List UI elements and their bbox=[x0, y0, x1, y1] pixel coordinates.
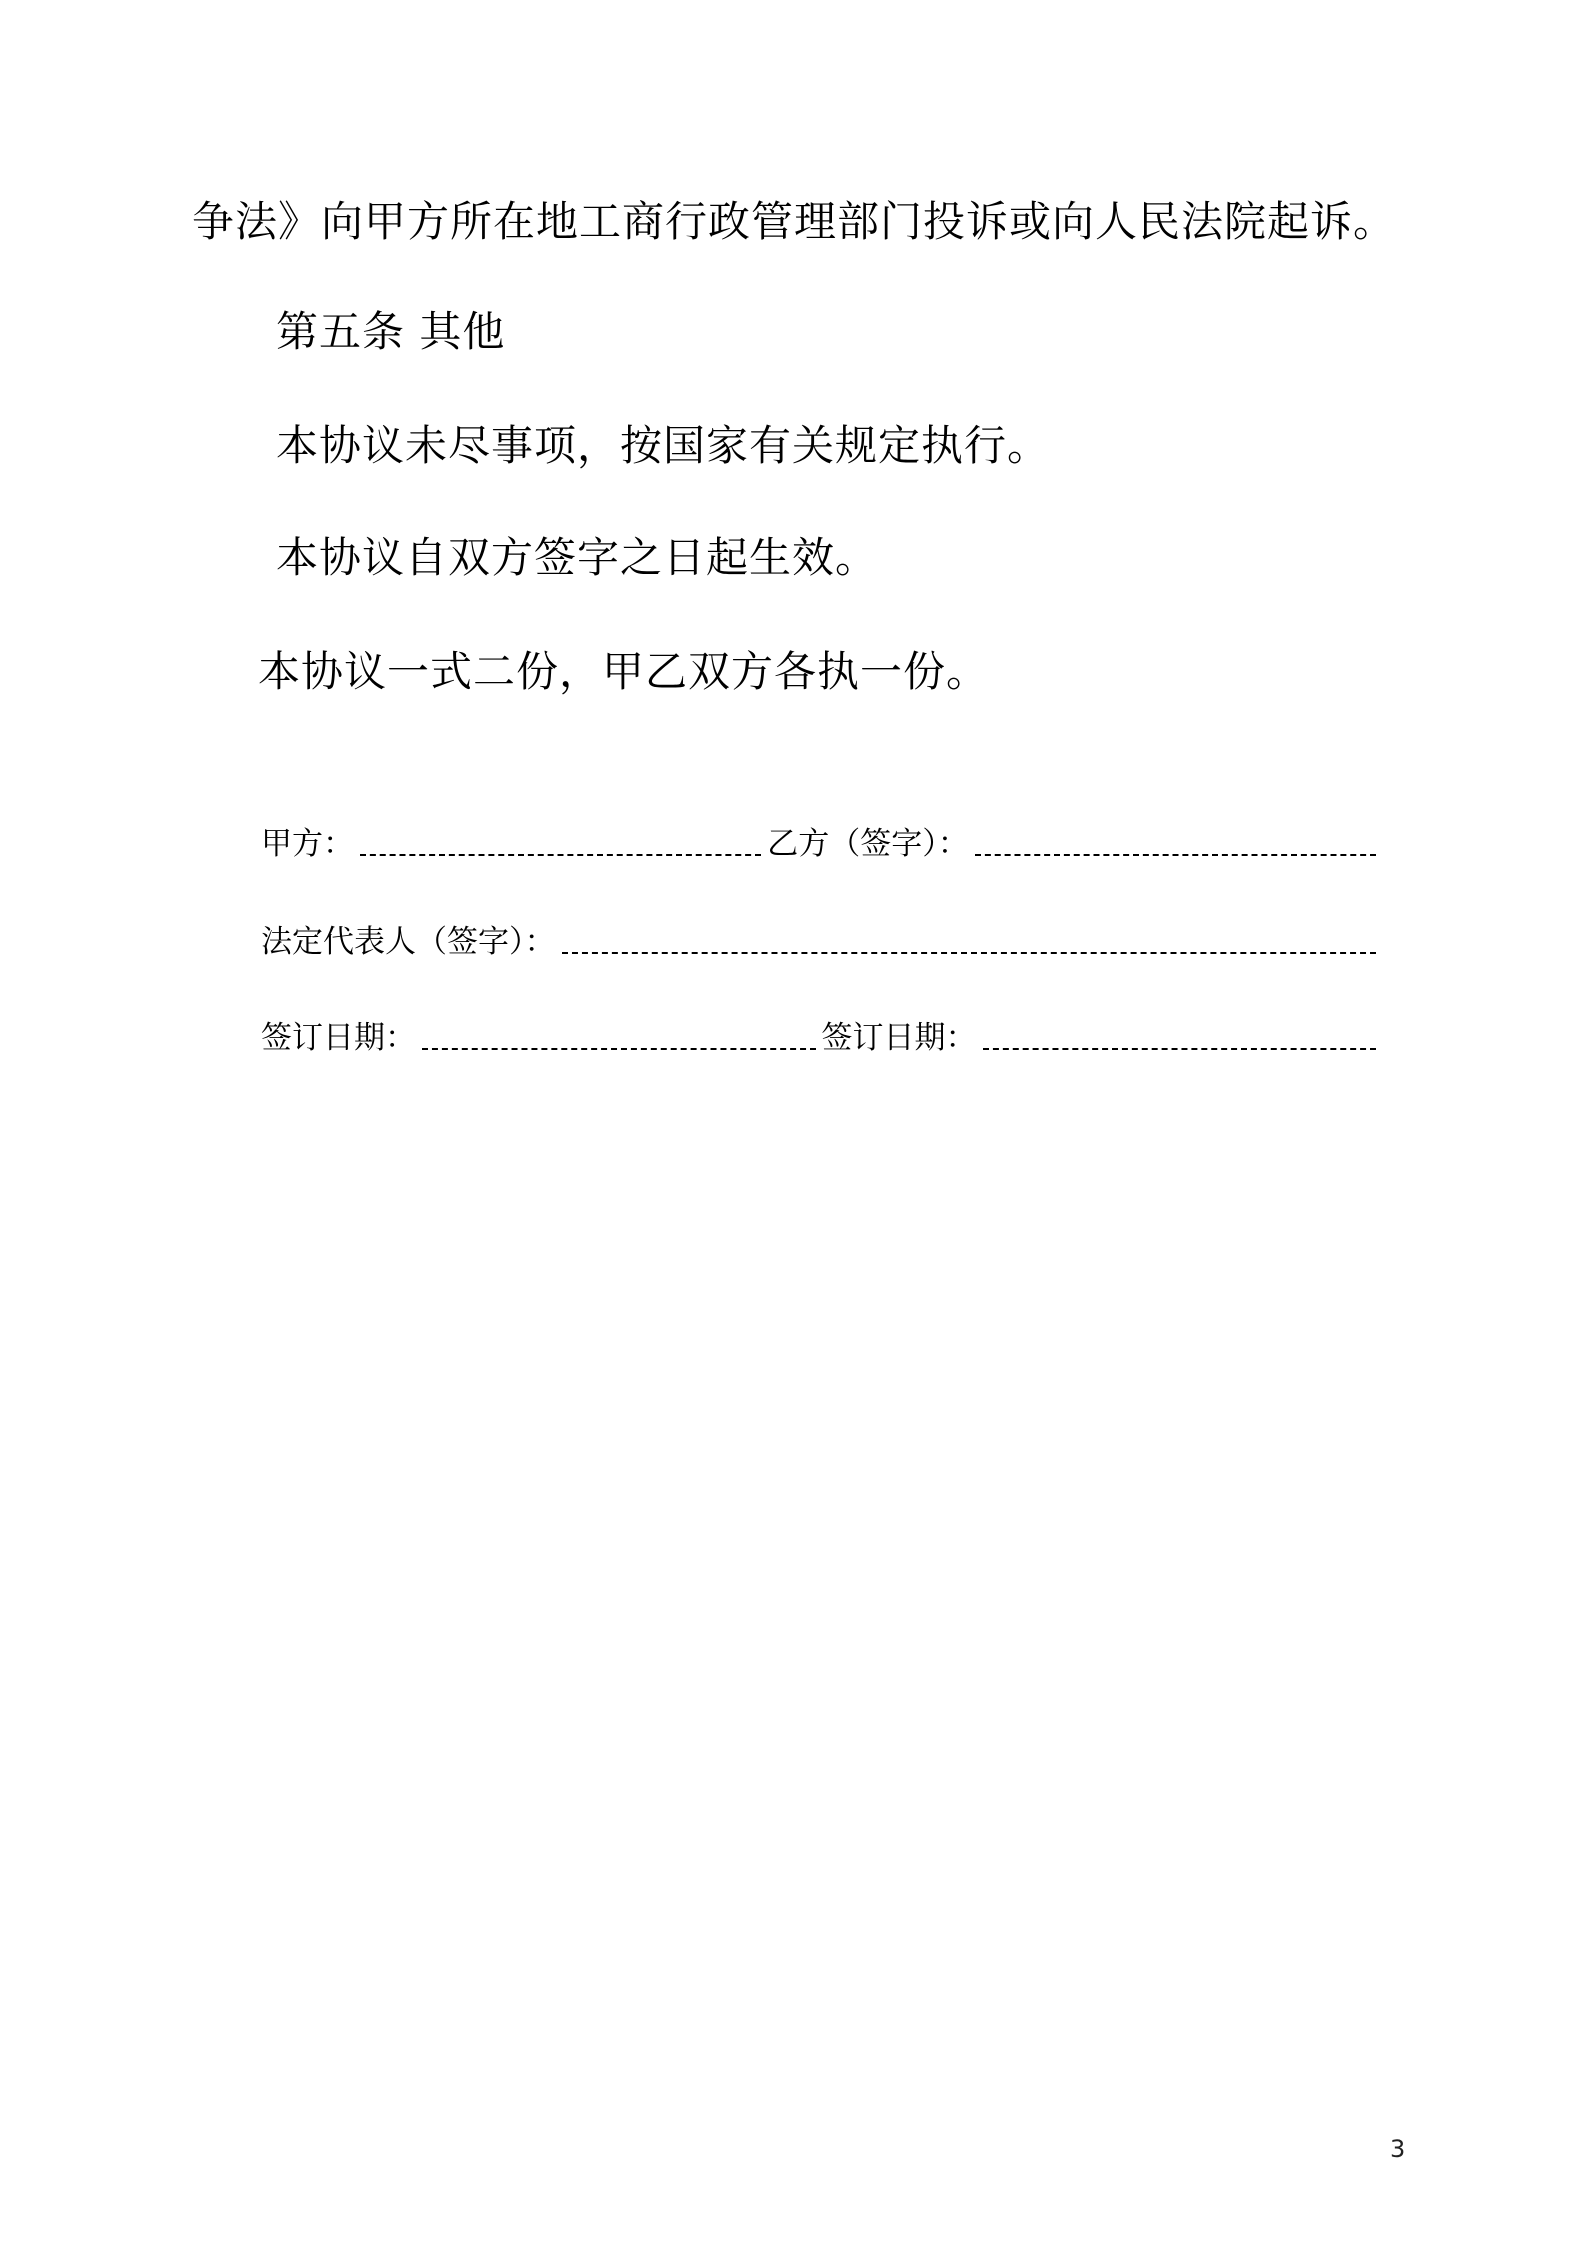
party-b-label: 乙方（签字）： bbox=[767, 826, 969, 862]
signature-row-dates bbox=[261, 1014, 1376, 1058]
signature-row-parties bbox=[261, 820, 1376, 864]
sign-date-b-line bbox=[983, 1048, 1377, 1050]
sign-date-a-label: 签订日期： bbox=[261, 1020, 416, 1056]
paragraph-unresolved-matters: 本协议未尽事项，按国家有关规定执行。 bbox=[276, 421, 1051, 470]
party-a-label: 甲方： bbox=[261, 826, 354, 862]
party-a-signature-line bbox=[360, 854, 761, 856]
paragraph-copies: 本协议一式二份，甲乙双方各执一份。 bbox=[258, 647, 990, 696]
signature-row-legal-rep bbox=[261, 918, 1376, 962]
legal-rep-label: 法定代表人（签字）： bbox=[261, 924, 556, 960]
paragraph-dispute-clause: 争法》向甲方所在地工商行政管理部门投诉或向人民法院起诉。 bbox=[192, 197, 1397, 246]
page-number: 3 bbox=[1390, 2135, 1406, 2163]
article-five-heading: 第五条 其他 bbox=[276, 307, 506, 356]
legal-rep-signature-line bbox=[562, 952, 1377, 954]
sign-date-a-line bbox=[422, 1048, 816, 1050]
party-b-signature-line bbox=[975, 854, 1376, 856]
paragraph-effective-date: 本协议自双方签字之日起生效。 bbox=[276, 533, 879, 582]
sign-date-b-label: 签订日期： bbox=[821, 1020, 977, 1056]
